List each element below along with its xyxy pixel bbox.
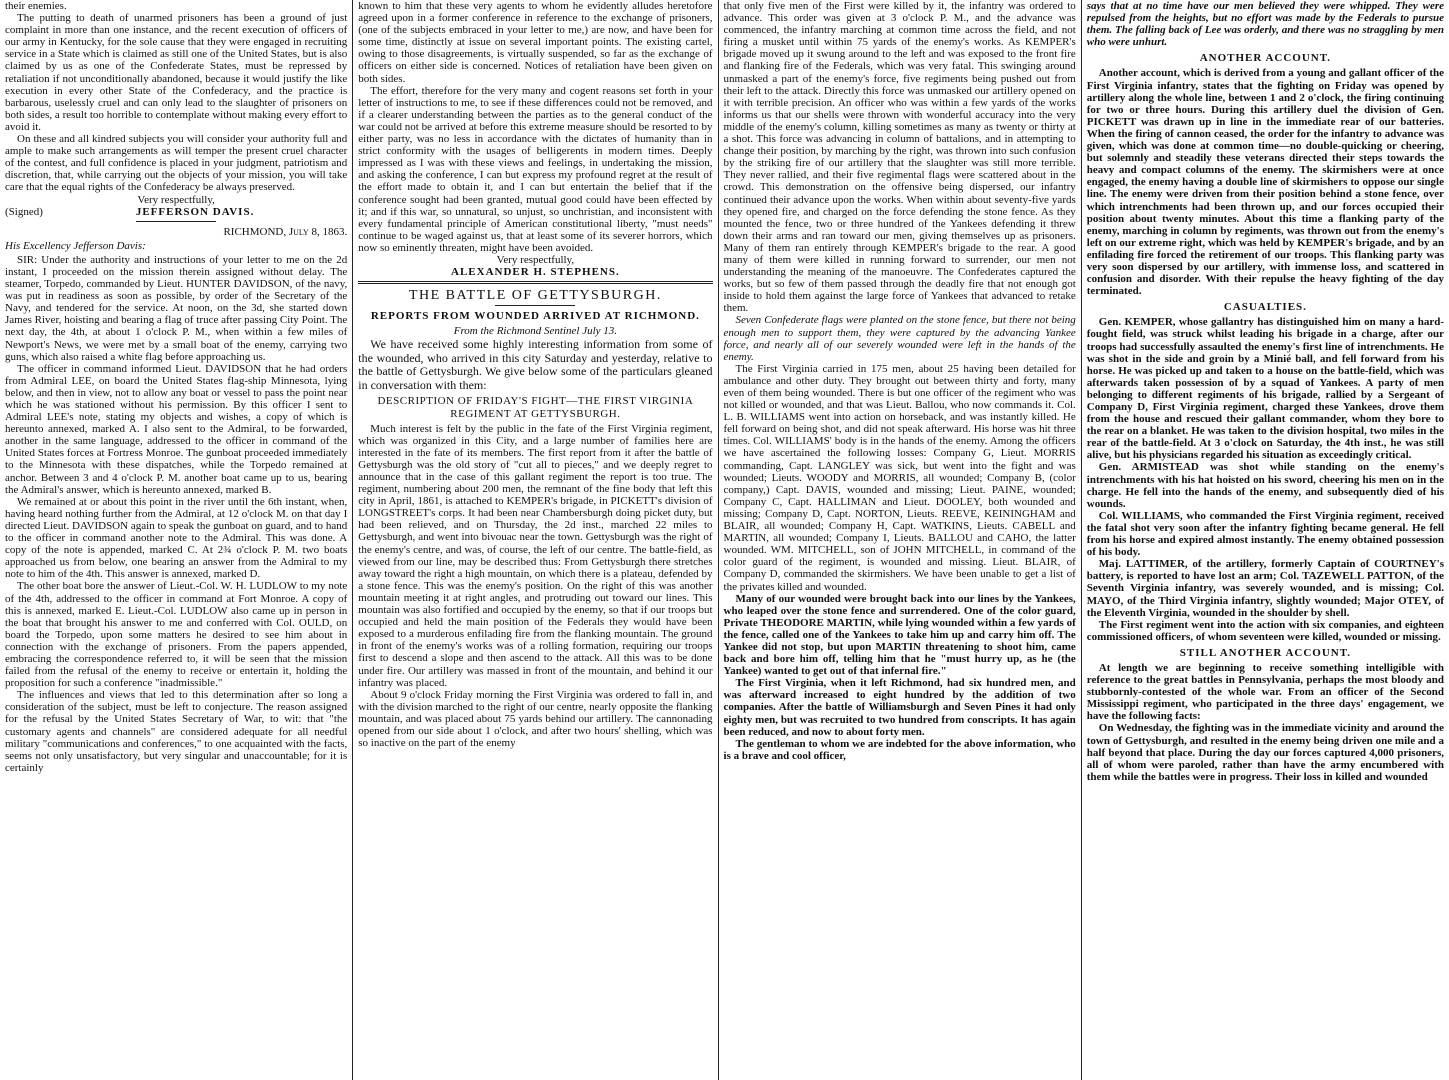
paragraph: Many of our wounded were brought back into our lines by the Yankees, who leaped over the stone fence and surrendered. One of the color guard, Private THEODORE MARTIN, while lying wounded within a few yards of the fence, called one of the Yankees to take him up and carry him off. The Yankee did not stop, but upon MARTIN threatening to shoot him, came back and bore him off, telling him that he "must hurry up, as he (the Yankee) wanted to get out of that infernal fire." [723,592,1076,678]
divider [495,305,575,306]
column-3 [719,0,1081,1080]
dateline: RICHMOND, July 8, 1863. [223,225,348,238]
closing-line: Very respectfully, [496,253,575,266]
paragraph: Gen. KEMPER, whose gallantry has distinguished him on many a hard-fought field, was struck whilst leading his brigade in a charge, after our troops had successfully assaulted the enemy's first line of intrenchments. He was shot in the side and groin by a Minié ball, and fell forward from his horse. He was picked up and taken to a house on the battle-field, which was afterwards taken possession of by a squad of Yankees. A party of men belonging to different regiments of his brigade, rallied by a Sergeant of Company D, First Virginia regiment, charged these Yankees, drove them from the house and rescued their gallant commander, whom they bore to the rear on a blanket. He was taken to the division hospital, two miles in the rear of the battle-field. At 3 o'clock on Saturday, the 4th inst., he was still alive, but his physicians regarded his situation as exceedingly critical. [1086,316,1444,462]
column-1 [0,0,352,1080]
paragraph: On these and all kindred subjects you will consider your authority full and ample to make such arrangements as will temper the present cruel character of the contest, and full confidence is placed in your judgment, patriotism and discretion, that, while carrying out the objects of your mission, you will take care that the equal rights of the Confederacy be always preserved. [5,133,348,194]
paragraph: says that at no time have our men believed they were whipped. They were repulsed from the heights, but no effort was made by the Federals to pursue them. The falling back of Lee was orderly, and there was no straggling by men who were unhurt. [1086,0,1444,49]
paragraph: Seven Confederate flags were planted on the stone fence, but there not being enough men to support them, they were captured by the advancing Yankee force, and nearly all of our severely wounded were left in the hands of the enemy. [723,314,1076,363]
paragraph: About 9 o'clock Friday morning the First Virginia was ordered to fall in, and with the division marched to the right of our centre, nearly opposite the flanking mountain, and was placed about 75 yards behind our artillery. The cannonading opened from our side about 1 o'clock, and after two hours' shelling, which was so inactive on the part of the enemy [358,688,713,750]
paragraph: We have received some highly interesting information from some of the wounded, who arrived in this city Saturday and yesterday, relative to the battle of Gettysburgh. We give below some of the particulars gleaned in conversation with them: [358,337,713,392]
divider [136,221,216,222]
paragraph: The effort, therefore for the very many and cogent reasons set forth in your letter of instructions to me, to see if these differences could not be removed, and if a clearer understanding between the parties as to the general conduct of the war could not be arrived at before this extreme measure should be resorted to by either party, was no less in accordance with the dictates of humanity than in strict conformity with the usages of belligerents in modern times. Deeply impressed as I was with these views and feelings, in undertaking the mission, and asking the conference, I can but express my profound regret at the result of the effort made to obtain it, and I can but entertain the belief that if the conference sought had been granted, mutual good could have been effected by it; and if this war, so unnatural, so unjust, so unchristian, and inconsistent with every fundamental principle of American constitutional liberty, "must needs" continue to be waged against us, that at least some of its severer horrors, which now so eminently threaten, might have been avoided. [358,84,713,254]
paragraph: We remained at or about this point in the river until the 6th instant, when, having heard nothing further from the Admiral, at 12 o'clock M. on that day I directed Lieut. DAVIDSON again to speak the gunboat on guard, and to hand to the officer in command another note to the Admiral. This was done. A copy of the note is appended, marked C. At 2¾ o'clock P. M. two boats approached us from below, one bearing an answer from the Admiral to my note to him of the 4th. This answer is annexed, marked D. [5,495,348,581]
paragraph: Col. WILLIAMS, who commanded the First Virginia regiment, received the fatal shot very soon after the infantry fighting became general. He fell from his horse and expired almost instantly. The enemy obtained possession of his body. [1086,509,1444,559]
paragraph: that only five men of the First were killed by it, the infantry was ordered to advance. This order was given at 3 o'clock P. M., and the advance was commenced, the infantry marching at common time across the field, and not firing a musket until within 75 yards of the enemy's works. As KEMPER's brigade moved up it swung around to the left and was exposed to the front fire and flanking fire of the Federals, which was very fatal. This swinging around unmasked a part of the enemy's force, five regiments being pushed out from their left to the attack. Directly this force was unmasked our artillery opened on it with terrible precision. An officer who was within a few yards of the works informs us that our shells were thrown with wonderful accuracy into the very middle of the enemy's column, killing sometimes as many as twenty or thirty at a shot. This force was advancing in column of battalions, and in attempting to change their position, by marching by the right, was thrown into such confusion by the striking fire of our artillery that the slaughter was still more terrible. They never rallied, and their five regimental flags were scattered about in the crowd. This demonstration on the offensive being dispersed, our infantry continued their advance upon the works. When within about seventy-five yards they opened fire, and charged on the force defending the stone fence. As they mounted the fence, two or three hundred of the Yankees defending it threw down their arms and ran toward our men, giving themselves up as prisoners. Many of them ran entirely through KEMPER's brigade to the rear. A good many of them were killed in running forward to surrender, our men not understanding the meaning of the manoeuvre. The Confederates captured the works, but so few of them passed through the deadly fire that not enough got inside to hold them against the large force of Yankees that advanced to retake them. [723,0,1076,315]
paragraph: The officer in command informed Lieut. DAVIDSON that he had orders from Admiral LEE, on board the United States flag-ship Minnesota, lying below, and then in view, not to allow any boat or vessel to pass the point near which he was stationed without his permission. By this officer I sent to Admiral LEE's note, stating my objects and wishes, a copy of which is hereunto annexed, marked A. I also sent to the Admiral, to be forwarded, another in the same language, addressed to the officer in command of the United States forces at Fortress Monroe. The gunboat proceeded immediately to the Minnesota with these dispatches, while the Torpedo remained at anchor. Between 3 and 4 o'clock P. M. another boat came up to us, bearing the Admiral's answer, which is hereunto annexed, marked B. [5,362,348,496]
paragraph: SIR: Under the authority and instructions of your letter to me on the 2d instant, I proceeded on the mission therein assigned without delay. The steamer, Torpedo, commanded by Lieut. HUNTER DAVIDSON, of the navy, was put in readiness as soon as possible, by order of the Secretary of the Navy, and tendered for the service. At noon, on the 3d, she started down James River, hoisting and bearing a flag of truce after passing City Point. The next day, the 4th, at about 1 o'clock P. M., when within a few miles of Newport's News, we were met by a small boat of the enemy, carrying two guns, which also raised a white flag before approaching us. [5,253,348,363]
paragraph: The First regiment went into the action with six companies, and eighteen commissioned officers, of whom seventeen were killed, wounded or missing. [1086,618,1444,643]
paragraph: The putting to death of unarmed prisoners has been a ground of just complaint in more than one instance, and the recent execution of officers of our army in Kentucky, for the sole cause that they were engaged in recruiting service in a State which is claimed as still one of the United States, but is also claimed by us as one of the Confederate States, must be repressed by retaliation if not unconditionally abandoned, because it would justify the like execution in every other State of the Confederacy, and the practice is barbarous, uselessly cruel and can only lead to the slaughter of prisoners on both sides, a result too horrible to contemplate without making every effort to avoid it. [5,12,348,133]
divider [358,281,712,284]
paragraph: The other boat bore the answer of Lieut.-Col. W. H. LUDLOW to my note of the 4th, addressed to the officer in command at Fort Monroe. A copy of this is annexed, marked E. Lieut.-Col. LUDLOW also came up in person in the boat that brought his answer to me and conferred with Col. OULD, on board the Torpedo, upon some matters he desired to see him about in connection with the exchange of prisoners. From the papers appended, embracing the correspondence referred to, it will be seen that the mission failed from the refusal of the enemy to receive or entertain it, holding the proposition for such a conference "inadmissible." [5,580,348,690]
paragraph: Gen. ARMISTEAD was shot while standing on the enemy's intrenchments with his hat hoisted on his sword, cheering his men on in the charge. He fell into the hands of the enemy, and subsequently died of his wounds. [1086,461,1444,510]
paragraph: At length we are beginning to receive something intelligible with reference to the great battles in Pennsylvania, perhaps the most bloody and stubbornly-contested of the whole war. From an officer of the Second Mississippi regiment, who participated in the three days' engagement, we have the following facts: [1086,661,1444,723]
subheading: DESCRIPTION OF FRIDAY'S FIGHT—THE FIRST VIRGINIA REGIMENT AT GETTYSBURGH. [377,395,694,420]
signer-name: JEFFERSON DAVIS. [135,205,255,218]
paragraph: The gentleman to whom we are indebted for the above information, who is a brave and cool officer, [723,737,1076,762]
column-4 [1082,0,1449,1080]
signer-name: ALEXANDER H. STEPHENS. [451,266,620,279]
section-heading: CASUALTIES. [1223,301,1307,314]
signed-label: (Signed) [5,205,43,218]
paragraph: Much interest is felt by the public in the fate of the First Virginia regiment, which was organized in this City, and a large number of families here are interested in the fate of its members. The first report from it after the battle of Gettysburgh was the old story of "cut all to pieces," and we deeply regret to announce that in the case of this gallant regiment the report is too true. The regiment, numbering about 200 men, the remnant of the fine body that left this city in April, 1861, is attached to KEMPER's brigade, in PICKETT's division of LONGSTREET's corps. It had been near Chambersburgh doing picket duty, but had been relieved, and on Thursday, the 2d inst., marched 22 miles to Gettysburgh, and went into bivouac near the town. Gettysburgh was the right of the enemy's centre, and was, of course, the left of our centre. The battle-field, as viewed from our line, may be described thus: From Gettysburgh there stretches away toward the right a high mountain, on which there is a plateau, defended by a stone fence. This was the enemy's position. On the right of this was another mountain meeting it at right angles, and protruding out toward our lines. This mountain was also fortified and occupied by the enemy, so that if our troops but occupied and held the main position of the Federals they would have been exposed to a murderous enfilading fire from the flanking mountain. The ground in front of the enemy's works was of a rolling formation, requiring our troops first to descend a slope and then ascend to the attack. All this was to be done under fire. Our artillery was massed in front of the mountain, and behind it our infantry was placed. [358,422,713,689]
paragraph: their enemies. [5,0,67,12]
column-2 [353,0,717,1080]
paragraph: The influences and views that led to this determination after so long a consideration of the subject, must be left to conjecture. The reason assigned for the refusal by the United States Secretary of War, to wit: that "the customary agents and channels" are considered adequate for all needful military "communications and conferences," to one acquainted with the facts, seems not only unsatisfactory, but very singular and unaccountable; for it is certainly [5,689,348,774]
article-title: THE BATTLE OF GETTYSBURGH. [408,288,662,304]
section-heading: STILL ANOTHER ACCOUNT. [1179,646,1352,659]
paragraph: On Wednesday, the fighting was in the immediate vicinity and around the town of Gettysburgh, and resulted in the enemy being driven one mile and a half beyond that place. During the day our forces captured 4,000 prisoners, all of whom were paroled, rather than have the army encumbered with them while the battles were in progress. Their loss in killed and wounded [1086,722,1444,783]
salutation: His Excellency Jefferson Davis: [5,239,146,252]
closing-line: Very respectfully, [137,193,215,206]
paragraph: Maj. LATTIMER, of the artillery, formerly Captain of COURTNEY's battery, is reported to have lost an arm; Col. TAZEWELL PATTON, of the Seventh Virginia infantry, was severely wounded, and is missing; Col. MAYO, of the Third Virginia infantry, slightly wounded; Major OTEY, of the Eleventh Virginia, wounded in the shoulder by shell. [1086,558,1444,619]
headline: REPORTS FROM WOUNDED ARRIVED AT RICHMOND. [370,310,700,323]
paragraph: Another account, which is derived from a young and gallant officer of the First Virginia infantry, states that the fighting on Friday was opened by artillery along the whole line, between 1 and 2 o'clock, the firing continuing for two or three hours. During this artillery duel the division of Gen. PICKETT was drawn up in line in the immediate rear of our batteries. When the firing of cannon ceased, the order for the infantry to advance was given, which was done at common time—no double-quicking or cheering, but solemnly and steadily these veterans directed their steps towards the heavy and compact columns of the enemy. The skirmishers were at once engaged, the enemy having a double line of skirmishers to oppose our single line. The enemy were driven from their position behind a stone fence, over which intrenchments had been thrown up, and our forces occupied their position about twenty minutes. About this time a flanking party of the enemy, marching in column by regiments, was thrown out from the enemy's left on our extreme right, which was held by KEMPER's brigade, and by an enfilading fire forced the retirement of our troops. This flanking party was very soon dispersed by our artillery, with immense loss, and scattered in confusion and disorder. With their repulse the heavy fighting of the day terminated. [1086,67,1444,298]
paragraph: known to him that these very agents to whom he evidently alludes heretofore agreed upon in a former conference in reference to the exchange of prisoners, (one of the subjects embraced in your letter to me,) are now, and have been for some time, distinctly at issue on several important points. The existing cartel, owing to those disagreements, is virtually suspended, so far as the exchange of officers on either side is concerned. Notices of retaliation have been given on both sides. [358,0,713,85]
source-line: From the Richmond Sentinel July 13. [453,325,618,338]
paragraph: The First Virginia, when it left Richmond, had six hundred men, and was afterward increased to eight hundred by the addition of two companies. After the battle of Williamsburgh and Seven Pines it had only eighty men, but was recruited to two hundred from conscripts. It has again been reduced, and now to about forty men. [723,677,1076,738]
signature-line [5,206,347,218]
paragraph: The First Virginia carried in 175 men, about 25 having been detailed for ambulance and other duty. They brought out between thirty and forty, many even of them being wounded. There is but one officer of the regiment who was not killed or wounded, and that was Lieut. Ballou, who now commands it. Col. L. B. WILLIAMS went into action on horseback, and was instantly killed. He fell forward on being shot, and did not speak afterward. His horse was hit three times. Col. WILLIAMS' body is in the hands of the enemy. Among the officers we have ascertained the following losses: Company G, Lieut. MORRIS commanding, Capt. LANGLEY was sick, but went into the fight and was wounded; Lieuts. WOODY and MORRIS, all wounded; Company B, (color company,) Capt. DAVIS, wounded and missing; Lieut. PAINE, wounded; Company C, Capt. HALLIMAN and Lieut. DOOLEY, both wounded and missing; Company D, Capt. NORTON, Lieuts. REEVE, KEININGHAM and BLAIR, all wounded; Company H, Capt. WATKINS, Lieuts. CABELL and MARTIN, all wounded; Company I, Lieuts. BALLOU and CAHO, the latter wounded. WM. MITCHELL, son of JOHN MITCHELL, in command of the color guard of the regiment, is wounded and missing. Lieut. BLAIR, of Company D, commanded the skirmishers. We have been unable to get a list of the privates killed and wounded. [723,362,1076,593]
section-heading: ANOTHER ACCOUNT. [1199,52,1332,65]
